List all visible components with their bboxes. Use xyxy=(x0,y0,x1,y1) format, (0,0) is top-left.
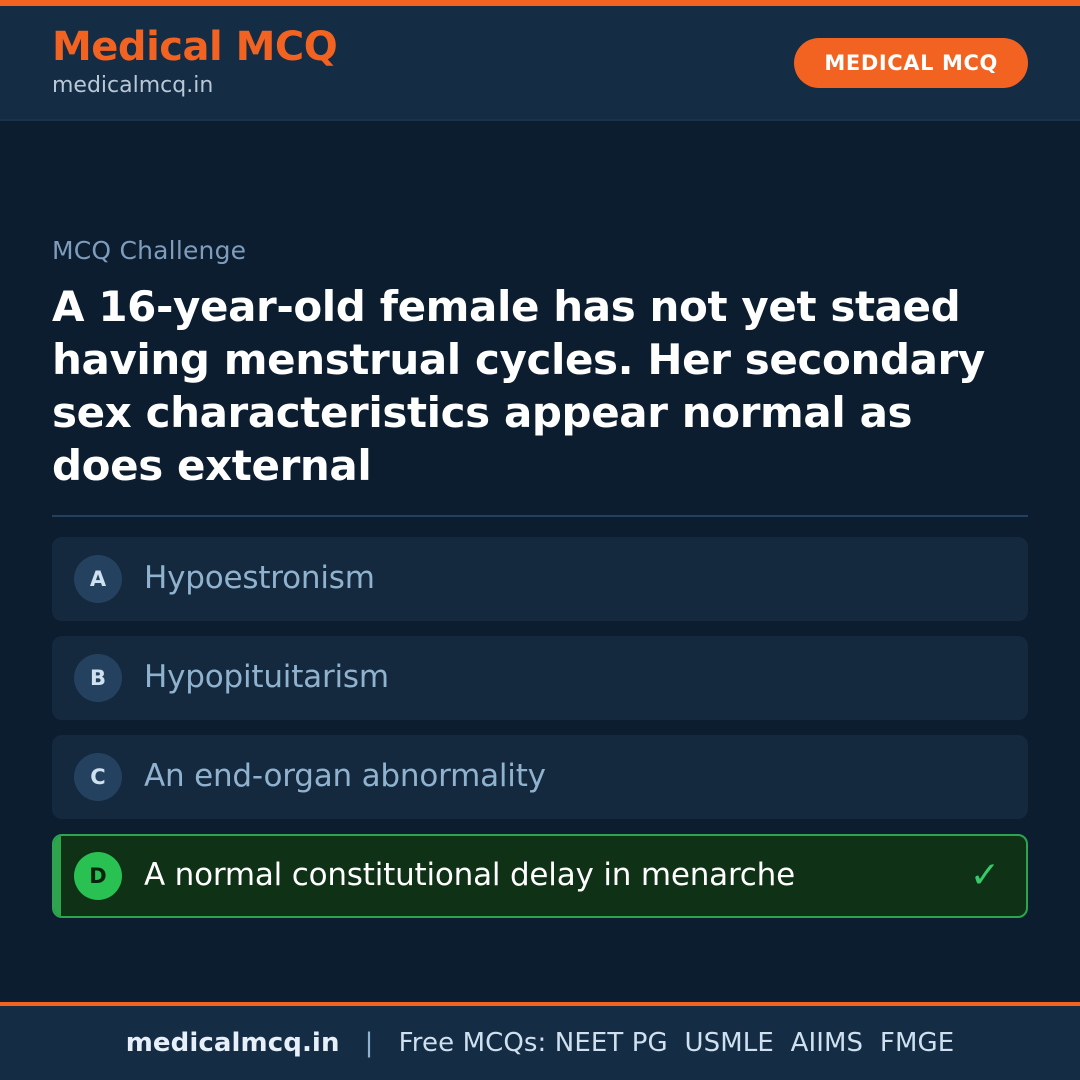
header-badge: MEDICAL MCQ xyxy=(794,38,1028,88)
main-content xyxy=(0,121,1080,1002)
option-b-letter: B xyxy=(74,654,122,702)
brand xyxy=(52,26,337,98)
option-b-label: Hypopituitarism xyxy=(144,659,389,696)
option-d[interactable] xyxy=(52,834,1028,918)
brand-title: Medical MCQ xyxy=(52,24,338,71)
question-text: A 16-year-old female has not yet staed having menstrual cycles. Her secondary sex characteristics appear normal as does external xyxy=(52,282,985,490)
option-a-label: Hypoestronism xyxy=(144,560,375,597)
options-list xyxy=(52,537,1028,918)
section-eyebrow: MCQ Challenge xyxy=(52,236,247,265)
option-d-label: A normal constitutional delay in menarche xyxy=(144,857,795,894)
option-c-letter: C xyxy=(74,753,122,801)
option-c-label: An end-organ abnormality xyxy=(144,758,546,795)
option-c[interactable] xyxy=(52,735,1028,819)
brand-subtitle: medicalmcq.in xyxy=(52,73,214,99)
option-b[interactable] xyxy=(52,636,1028,720)
footer-site: medicalmcq.in xyxy=(125,1028,340,1058)
correct-accent-bar xyxy=(54,836,61,916)
footer-separator: | xyxy=(339,1028,399,1058)
question-divider xyxy=(52,515,1028,517)
option-a-letter: A xyxy=(74,555,122,603)
option-d-letter: D xyxy=(74,852,122,900)
footer-exams: Free MCQs: NEET PG USMLE AIIMS FMGE xyxy=(398,1028,955,1058)
option-a[interactable] xyxy=(52,537,1028,621)
footer-bar xyxy=(0,1002,1080,1080)
header-bar xyxy=(0,6,1080,121)
check-icon: ✓ xyxy=(969,854,1000,896)
